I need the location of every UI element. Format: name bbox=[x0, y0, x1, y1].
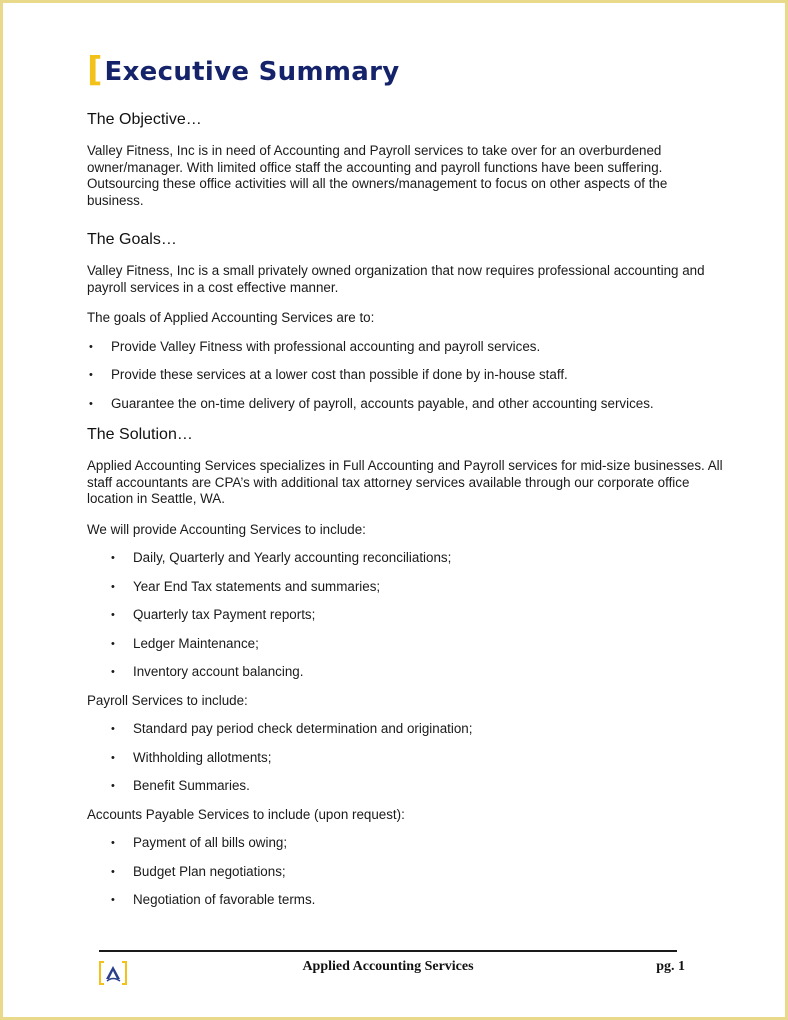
bullet-icon: • bbox=[111, 666, 115, 678]
bullet-icon: • bbox=[111, 865, 115, 878]
bullet-icon: • bbox=[111, 751, 115, 764]
payable-list bbox=[87, 835, 727, 909]
payroll-intro: Payroll Services to include: bbox=[87, 692, 248, 708]
bullet-icon: • bbox=[89, 397, 93, 410]
solution-heading: The Solution… bbox=[87, 426, 193, 443]
list-item: • Provide these services at a lower cost than possible if done by in-house staff. bbox=[89, 367, 568, 382]
title-bracket: [ bbox=[87, 50, 103, 90]
list-item: • Budget Plan negotiations; bbox=[111, 863, 286, 879]
bullet-icon: • bbox=[111, 637, 115, 650]
payroll-list bbox=[87, 721, 727, 795]
objective-heading: The Objective… bbox=[87, 111, 202, 128]
payable-intro: Accounts Payable Services to include (upon request): bbox=[87, 806, 405, 822]
list-item: • Daily, Quarterly and Yearly accounting reconciliations; bbox=[111, 550, 452, 565]
page-number: pg. 1 bbox=[656, 959, 685, 974]
bullet-icon: • bbox=[111, 837, 115, 849]
accounting-list bbox=[87, 550, 727, 681]
goals-heading: The Goals… bbox=[87, 231, 177, 248]
objective-paragraph: Valley Fitness, Inc is in need of Accounting and Payroll services to take over for an overburdened owner/manager. With limited office staff the accounting and payroll functions have been suffering. Outsourcing these office activities will all the owners/management to focus on other aspects of the business. bbox=[87, 143, 668, 208]
page-title: Executive Summary bbox=[104, 57, 400, 87]
title-row bbox=[87, 50, 400, 90]
list-item: • Benefit Summaries. bbox=[111, 778, 250, 793]
footer-divider bbox=[99, 950, 677, 952]
accounting-intro: We will provide Accounting Services to include: bbox=[87, 521, 366, 537]
bullet-icon: • bbox=[111, 580, 115, 593]
list-item: • Provide Valley Fitness with professional accounting and payroll services. bbox=[89, 338, 541, 354]
bullet-icon: • bbox=[111, 552, 115, 564]
solution-paragraph: Applied Accounting Services specializes in Full Accounting and Payroll services for mid-size businesses. All staff accountants are CPA’s with additional tax attorney services available through our corporate office location in Seattle, WA. bbox=[87, 458, 723, 506]
document-body bbox=[87, 109, 727, 921]
list-item: • Ledger Maintenance; bbox=[111, 635, 259, 651]
list-item: • Inventory account balancing. bbox=[111, 664, 304, 679]
list-item: • Payment of all bills owing; bbox=[111, 835, 288, 850]
goals-list bbox=[87, 339, 727, 413]
bullet-icon: • bbox=[89, 369, 93, 381]
list-item: • Quarterly tax Payment reports; bbox=[111, 607, 316, 622]
goals-intro: The goals of Applied Accounting Services are to: bbox=[87, 310, 375, 325]
bullet-icon: • bbox=[111, 894, 115, 906]
bullet-icon: • bbox=[111, 609, 115, 621]
goals-paragraph: Valley Fitness, Inc is a small privately owned organization that now requires professional accounting and payroll services in a cost effective manner. bbox=[87, 263, 705, 295]
list-item: • Withholding allotments; bbox=[111, 749, 272, 765]
list-item: • Year End Tax statements and summaries; bbox=[111, 578, 381, 594]
bullet-icon: • bbox=[89, 340, 93, 353]
list-item: • Standard pay period check determination and origination; bbox=[111, 721, 473, 736]
list-item: • Negotiation of favorable terms. bbox=[111, 892, 316, 907]
bullet-icon: • bbox=[111, 723, 115, 735]
footer-company: Applied Accounting Services bbox=[302, 959, 474, 974]
bullet-icon: • bbox=[111, 780, 115, 792]
list-item: • Guarantee the on-time delivery of payroll, accounts payable, and other accounting services. bbox=[89, 395, 654, 411]
company-logo-icon bbox=[98, 960, 128, 986]
